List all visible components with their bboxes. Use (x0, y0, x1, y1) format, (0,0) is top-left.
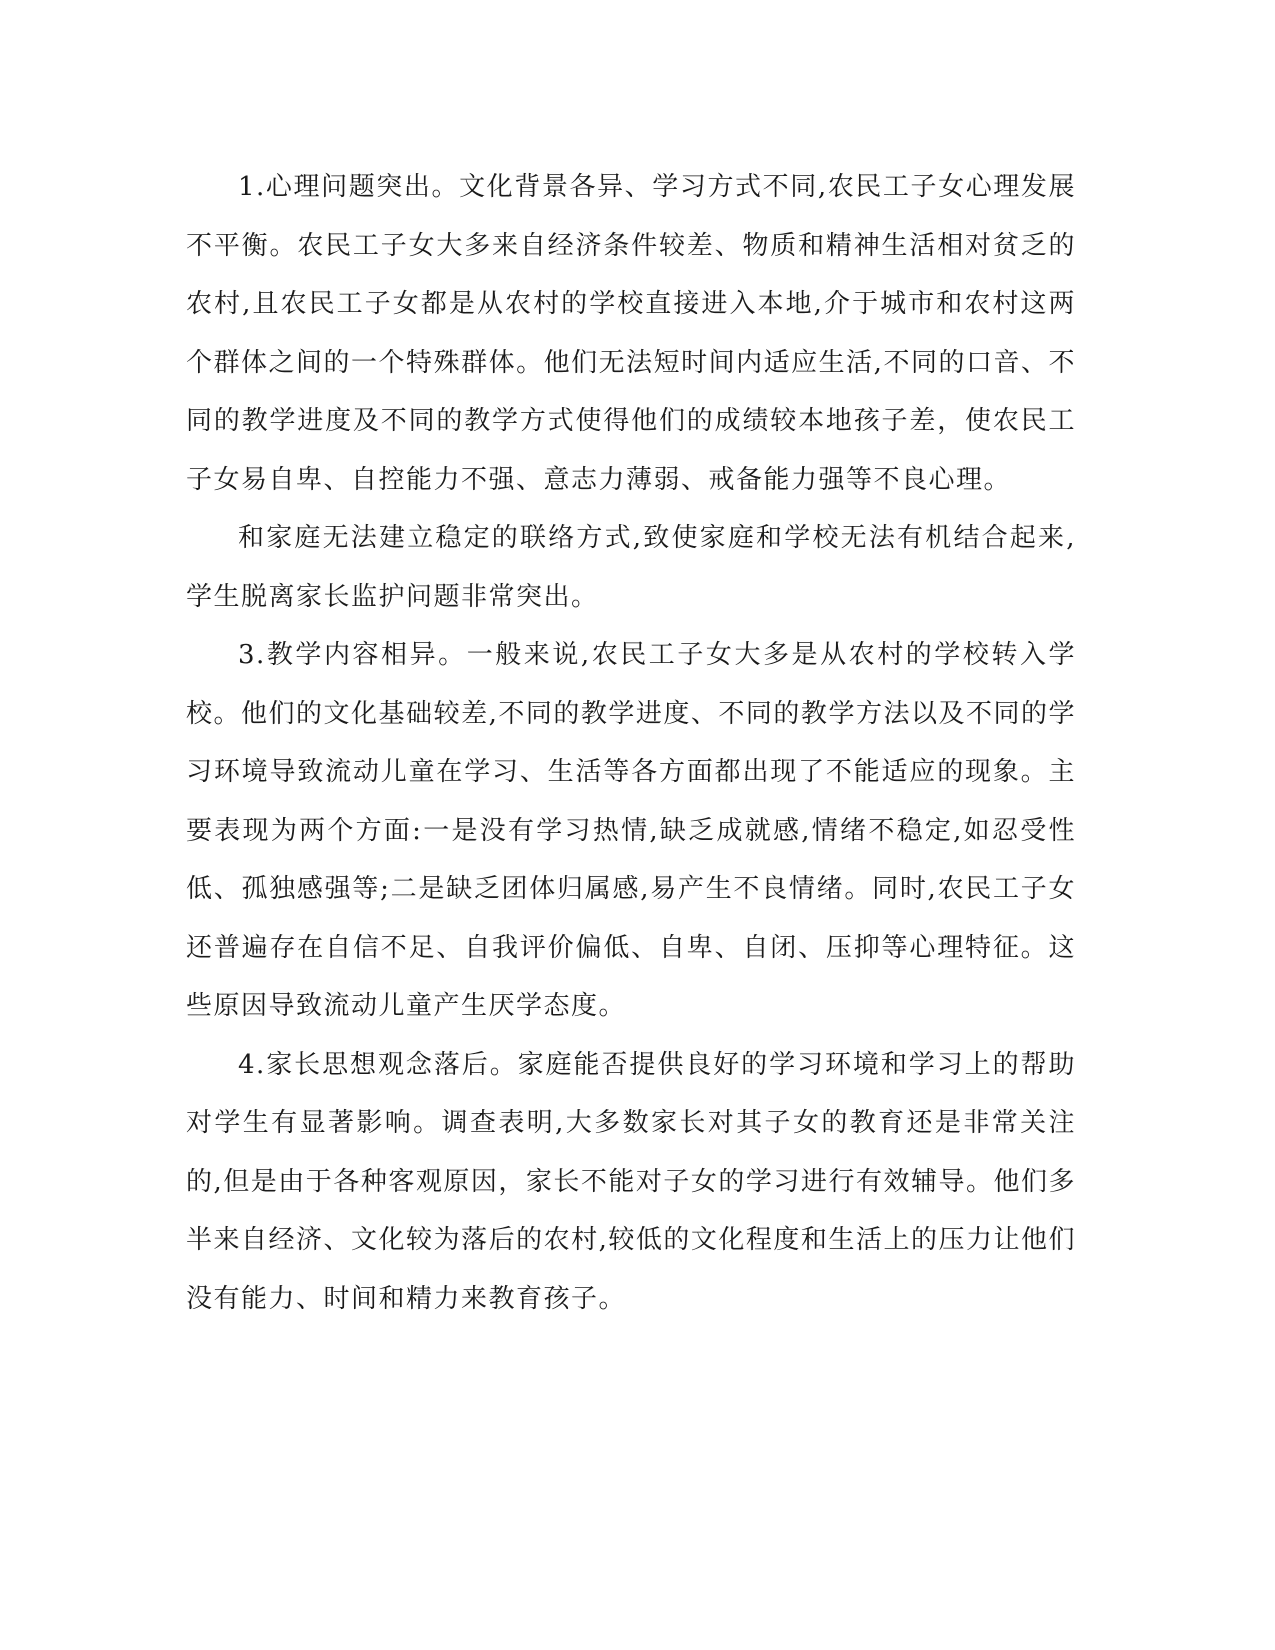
paragraph-psychological-issues: 1.心理问题突出。文化背景各异、学习方式不同,农民工子女心理发展不平衡。农民工子女大多来自经济条件较差、物质和精神生活相对贫乏的农村,且农民工子女都是从农村的学校直接进入本地,介于城市和农村这两个群体之间的一个特殊群体。他们无法短时间内适应生活,不同的口音、不同的教学进度及不同的教学方式使得他们的成绩较本地孩子差，使农民工子女易自卑、自控能力不强、意志力薄弱、戒备能力强等不良心理。 (186, 172, 1076, 495)
paragraph-family-contact: 和家庭无法建立稳定的联络方式,致使家庭和学校无法有机结合起来,学生脱离家长监护问题非常突出。 (186, 523, 1076, 612)
paragraph-parental-attitudes: 4.家长思想观念落后。家庭能否提供良好的学习环境和学习上的帮助对学生有显著影响。调查表明,大多数家长对其子女的教育还是非常关注的,但是由于各种客观原因，家长不能对子女的学习进行有效辅导。他们多半来自经济、文化较为落后的农村,较低的文化程度和生活上的压力让他们没有能力、时间和精力来教育孩子。 (186, 1049, 1076, 1314)
paragraph-teaching-content: 3.教学内容相异。一般来说,农民工子女大多是从农村的学校转入学校。他们的文化基础较差,不同的教学进度、不同的教学方法以及不同的学习环境导致流动儿童在学习、生活等各方面都出现了不能适应的现象。主要表现为两个方面:一是没有学习热情,缺乏成就感,情绪不稳定,如忍受性低、孤独感强等;二是缺乏团体归属感,易产生不良情绪。同时,农民工子女还普遍存在自信不足、自我评价偏低、自卑、自闭、压抑等心理特征。这些原因导致流动儿童产生厌学态度。 (186, 640, 1076, 1021)
document-body (186, 158, 1076, 1328)
